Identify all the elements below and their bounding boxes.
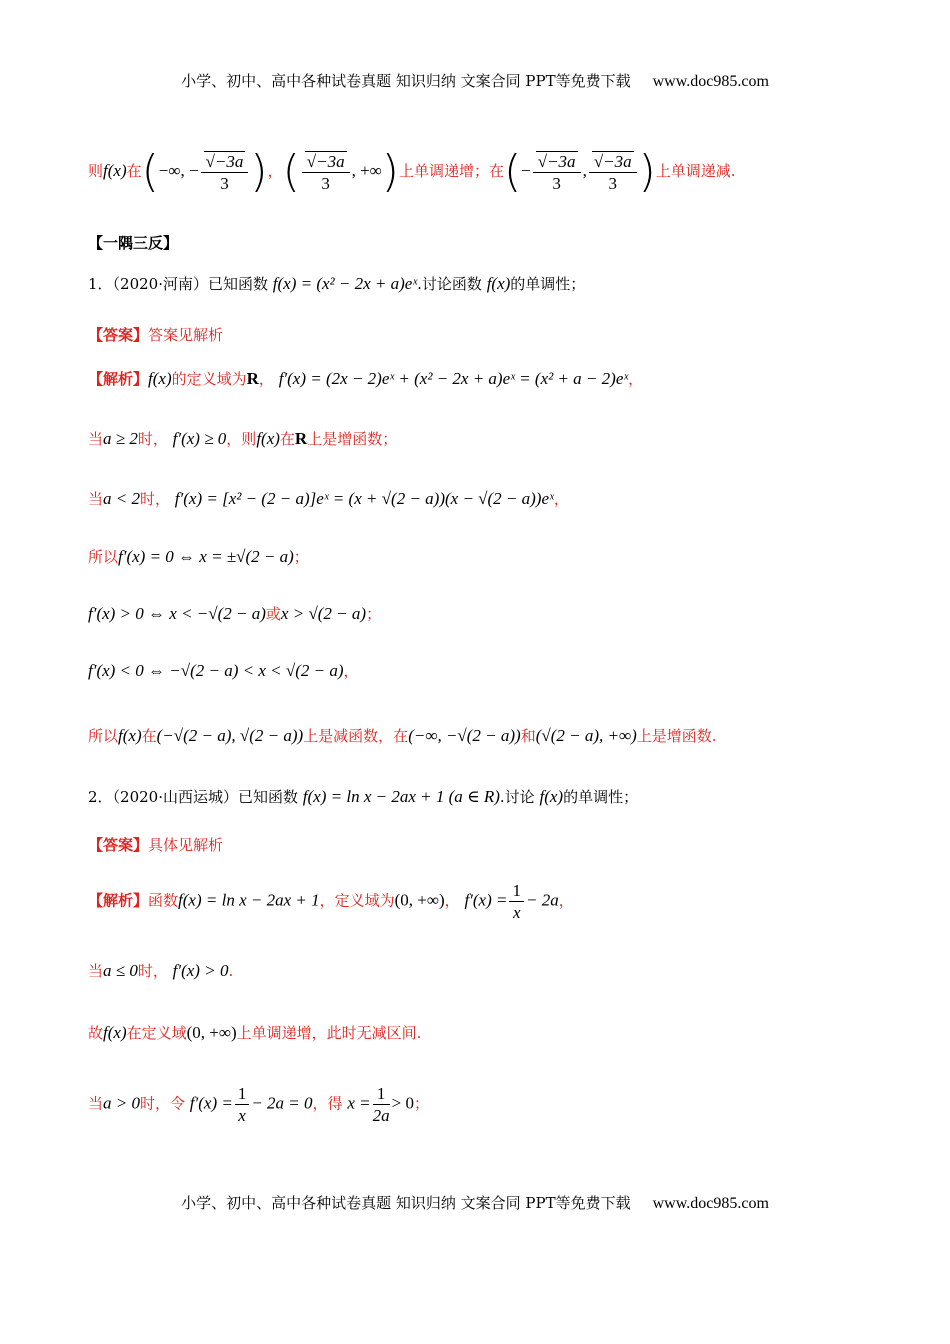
answer-1: 【答案】答案见解析 — [88, 326, 224, 344]
fraction: $\frac{1}{2a}$ — [372, 1084, 390, 1125]
footer-text: 小学、初中、高中各种试卷真题 知识归纳 文案合同 PPT等免费下载 — [181, 1194, 631, 1212]
case-a-lt-2: 当a < 2时， f′(x) = [x² − (2 − a)]eˣ = (x + √(2 − a))(x − √(2 − a))eˣ， — [88, 489, 569, 508]
conclusion-1: 所以f(x)在(−√(2 − a), √(2 − a))上是减函数，在(−∞, −√(2 − a))和(√(2 − a), +∞)上是增函数. — [88, 726, 717, 745]
page-header — [0, 70, 950, 91]
fraction: $\frac{√-3a}{3}$ — [533, 153, 581, 192]
line-monotonic-intervals: 则f(x)在(−∞, − $\frac{√-3a}{3}$ )，( $\frac{√-3a}{3}$ , +∞)上单调递增；在(− $\frac{√-3a}{3}$ , $\frac{√-3a}{3}$ )上单调递减. — [88, 146, 736, 197]
fraction: $\frac{1}{x}$ — [235, 1085, 250, 1124]
page-footer — [0, 1192, 950, 1213]
fraction: $\frac{√-3a}{3}$ — [201, 153, 249, 192]
header-text: 小学、初中、高中各种试卷真题 知识归纳 文案合同 PPT等免费下载 — [181, 72, 631, 90]
fraction: $\frac{1}{x}$ — [509, 882, 524, 921]
answer-2: 【答案】具体见解析 — [88, 836, 224, 854]
section-title: 【一隅三反】 — [88, 234, 179, 252]
header-site: www.doc985.com — [652, 73, 769, 90]
conclusion-2: 故f(x)在定义域(0, +∞)上单调递增，此时无减区间. — [88, 1023, 422, 1042]
case-a-le-0: 当a ≤ 0时， f′(x) > 0. — [88, 961, 234, 980]
footer-site: www.doc985.com — [652, 1195, 769, 1212]
solution-1: 【解析】f(x)的定义域为R， f′(x) = (2x − 2)eˣ + (x² − 2x + a)eˣ = (x² + a − 2)eˣ， — [88, 369, 644, 388]
zero-condition: 所以f′(x) = 0 ⇔ x = ±√(2 − a)； — [88, 547, 309, 566]
question-2: 2．（2020·山西运城）已知函数 f(x) = ln x − 2ax + 1 (a ∈ R).讨论 f(x)的单调性； — [88, 787, 639, 806]
fraction: $\frac{√-3a}{3}$ — [302, 153, 350, 192]
case-a-gt-0: 当a > 0时，令 f′(x) = $\frac{1}{x}$ − 2a = 0，得 x = $\frac{1}{2a}$ > 0； — [88, 1084, 429, 1125]
positive-condition: f′(x) > 0 ⇔ x < −√(2 − a)或x > √(2 − a)； — [88, 604, 382, 623]
case-a-ge-2: 当a ≥ 2时， f′(x) ≥ 0，则f(x)在R上是增函数； — [88, 429, 398, 448]
fraction: $\frac{√-3a}{3}$ — [589, 153, 637, 192]
negative-condition: f′(x) < 0 ⇔ −√(2 − a) < x < √(2 − a)， — [88, 661, 359, 680]
solution-2: 【解析】函数f(x) = ln x − 2ax + 1，定义域为(0, +∞)， f′(x) = $\frac{1}{x}$ − 2a， — [88, 881, 574, 922]
question-1: 1．（2020·河南）已知函数 f(x) = (x² − 2x + a)eˣ.讨论函数 f(x)的单调性； — [88, 274, 586, 293]
